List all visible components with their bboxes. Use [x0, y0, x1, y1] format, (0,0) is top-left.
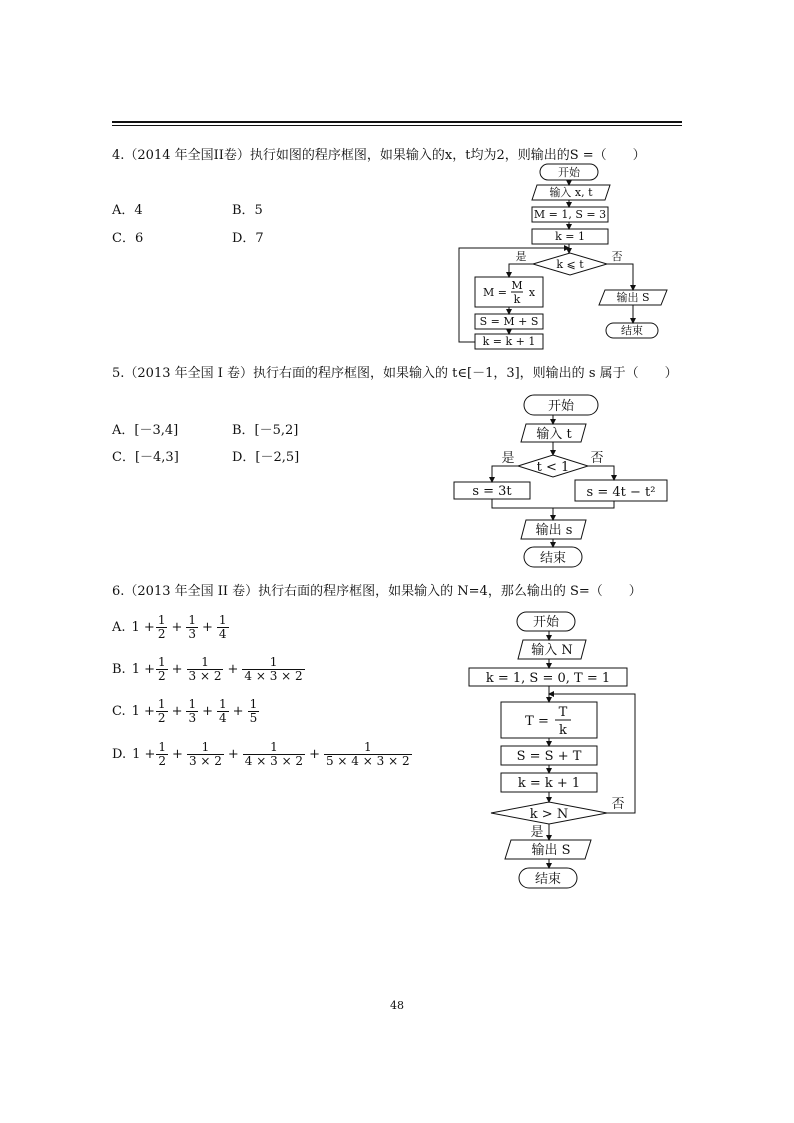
fraction: $\frac{1}{4}$ [219, 697, 227, 725]
q4-cond-text: k ⩽ t [556, 258, 584, 271]
q6-no-label: 否 [611, 797, 625, 812]
fraction: $\frac{1}{5 \times 4 \times 3 \times 2}$ [325, 740, 410, 768]
q4-stem: 4.（2014 年全国II卷）执行如图的程序框图，如果输入的x，t均为2，则输出的S =（ ） [112, 148, 646, 163]
fraction: $\frac{1}{2}$ [158, 740, 167, 768]
q5-yes-label: 是 [501, 451, 515, 466]
q6-option-b: B. 1 + $\frac{1}{2}$ + $\frac{1}{3 \times 2}$ + $\frac{1}{4 \times 3 \times 2}$ [112, 655, 303, 683]
q4-m-den: k [513, 293, 521, 306]
q6-t-lhs: T = [525, 714, 549, 729]
q6-end-text: 结束 [534, 872, 562, 887]
q5-output-text: 输出 s [535, 523, 573, 538]
page-number: 48 [390, 999, 404, 1012]
fraction: $\frac{1}{3 \times 2}$ [188, 655, 222, 683]
fraction: $\frac{1}{4}$ [218, 613, 227, 641]
q4-k-update-text: k = k + 1 [482, 335, 536, 348]
q5-option-b: B．[－5,2] [232, 423, 299, 438]
q4-option-d: D．7 [232, 231, 264, 246]
q4-k-init-text: k = 1 [555, 230, 585, 243]
q6-t-node [501, 702, 597, 738]
q5-end-text: 结束 [539, 551, 567, 566]
q6-output-text: 输出 S [531, 843, 571, 858]
q6-input-text: 输入 N [531, 643, 573, 658]
q4-s-text: S = M + S [479, 315, 539, 328]
q6-init-text: k = 1, S = 0, T = 1 [485, 671, 611, 686]
q4-option-a: A．4 [112, 203, 143, 218]
header-rule-thin [112, 125, 682, 126]
q6-stem: 6.（2013 年全国 II 卷）执行右面的程序框图，如果输入的 N=4，那么输出的 S=（ ） [112, 584, 642, 599]
q4-end-text: 结束 [621, 324, 643, 337]
q4-flowchart [455, 162, 685, 352]
fraction: $\frac{1}{3 \times 2}$ [188, 740, 222, 768]
fraction: $\frac{1}{3}$ [188, 613, 197, 641]
header-rule-thick [112, 121, 682, 123]
q6-start-text: 开始 [532, 615, 560, 630]
q4-no-label: 否 [611, 250, 623, 263]
q5-option-a: A．[－3,4] [112, 423, 179, 438]
q5-left-text: s = 3t [472, 484, 512, 499]
q5-right-text: s = 4t − t² [586, 485, 656, 500]
q4-option-c: C．6 [112, 231, 144, 246]
q5-stem: 5.（2013 年全国 I 卷）执行右面的程序框图，如果输入的 t∈[－1，3]，则输出的 s 属于（ ） [112, 366, 678, 381]
q6-s-text: S = S + T [516, 749, 582, 764]
q5-option-d: D．[－2,5] [232, 450, 300, 465]
q5-start-text: 开始 [547, 399, 575, 414]
q4-m-tail: x [528, 286, 536, 299]
q4-input-text: 输入 x, t [549, 186, 593, 199]
fraction: $\frac{1}{4 \times 3 \times 2}$ [244, 740, 304, 768]
q5-no-label: 否 [590, 451, 604, 466]
fraction: $\frac{1}{2}$ [157, 613, 166, 641]
q6-k-update-text: k = k + 1 [517, 776, 581, 791]
q6-flowchart [465, 608, 645, 892]
q5-flowchart [450, 392, 675, 570]
q4-init-text: M = 1, S = 3 [533, 208, 607, 221]
q6-t-num: T [558, 705, 568, 720]
q6-option-d: D. 1 + $\frac{1}{2}$ + $\frac{1}{3 \times 2}$ + $\frac{1}{4 \times 3 \times 2}$ + $\frac{1}{5 \times 4 \times 3 \times 2}$ [112, 740, 410, 768]
q4-start-text: 开始 [558, 166, 580, 179]
q5-cond-text: t < 1 [536, 460, 570, 475]
q6-t-den: k [559, 723, 567, 738]
fraction: $\frac{1}{2}$ [157, 697, 166, 725]
fraction: $\frac{1}{4 \times 3 \times 2}$ [244, 655, 303, 683]
q6-option-a: A. 1 + $\frac{1}{2}$ + $\frac{1}{3}$ + $\frac{1}{4}$ [112, 613, 227, 641]
fraction: $\frac{1}{3}$ [188, 697, 197, 725]
q6-cond-text: k > N [529, 807, 569, 822]
q5-input-text: 输入 t [536, 427, 572, 442]
fraction: $\frac{1}{2}$ [157, 655, 166, 683]
q4-m-num: M [511, 279, 523, 292]
q4-output-text: 输出 S [616, 291, 650, 304]
fraction: $\frac{1}{5}$ [249, 697, 258, 725]
q4-yes-label: 是 [515, 250, 527, 263]
q4-option-b: B．5 [232, 203, 263, 218]
q6-yes-label: 是 [530, 825, 544, 840]
q4-m-lhs: M = [483, 286, 507, 299]
q6-option-c: C. 1 + $\frac{1}{2}$ + $\frac{1}{3}$ + $\frac{1}{4}$ + $\frac{1}{5}$ [112, 697, 258, 725]
q5-option-c: C．[－4,3] [112, 450, 179, 465]
